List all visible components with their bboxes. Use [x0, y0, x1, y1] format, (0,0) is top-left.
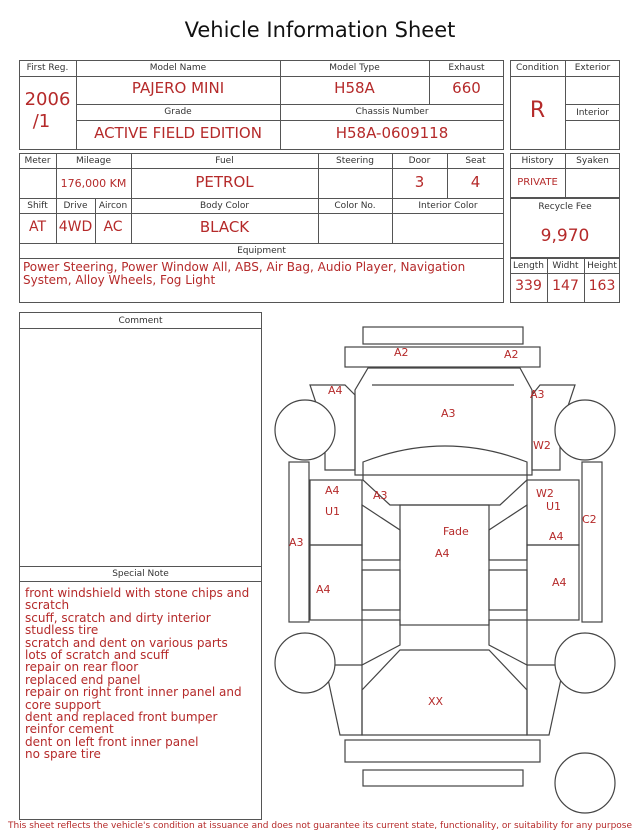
special-note-item: replaced end panel: [25, 672, 141, 687]
mark-roof: A4: [435, 547, 450, 560]
rear-right-wheel: [555, 633, 615, 693]
condition-label: Condition: [516, 63, 559, 73]
history-value: PRIVATE: [517, 177, 558, 188]
hood-outline: [355, 368, 532, 475]
disclaimer-footer: This sheet reflects the vehicle's condition at issuance and does not guarantee its current state, functionality, or suitability for any purpose: [7, 821, 633, 831]
fuel-label: Fuel: [215, 156, 234, 166]
car-damage-diagram: [262, 310, 634, 820]
door-label: Door: [408, 156, 431, 166]
mark-left-fender: A4: [328, 384, 343, 397]
first-reg-month: /1: [32, 111, 51, 132]
special-note-item: studless tire: [25, 623, 99, 638]
fuel-value: PETROL: [195, 173, 254, 191]
front-bumper-top: [363, 327, 523, 344]
mark-left-front-door: A4: [325, 484, 340, 497]
aircon-value: AC: [103, 219, 123, 235]
recycle-fee-value: 9,970: [540, 226, 590, 246]
special-note-item: lots of scratch and scuff: [25, 648, 169, 663]
mark-front-bumper-left: A2: [394, 346, 409, 359]
mark-left-rear: A4: [316, 583, 331, 596]
meter-label: Meter: [24, 156, 51, 166]
body-color-label: Body Color: [199, 201, 250, 211]
shift-value: AT: [28, 219, 47, 235]
condition-value: R: [529, 98, 546, 123]
seat-value: 4: [470, 173, 481, 191]
height-value: 163: [588, 278, 616, 294]
exhaust-label: Exhaust: [448, 63, 485, 73]
history-label: History: [521, 156, 554, 166]
interior-label: Interior: [576, 108, 609, 118]
rear-bumper-bottom: [363, 770, 523, 786]
front-right-wheel: [555, 400, 615, 460]
color-no-label: Color No.: [334, 201, 376, 211]
width-label: Widht: [552, 261, 579, 271]
model-name-value: PAJERO MINI: [131, 79, 225, 97]
model-type-label: Model Type: [329, 63, 380, 73]
right-sill: [582, 462, 602, 622]
equipment-label: Equipment: [237, 246, 286, 256]
equipment-value: Power Steering, Power Window All, ABS, Air Bag, Audio Player, Navigation System, Alloy Wheels, Fog Light: [23, 260, 466, 287]
exterior-label: Exterior: [574, 63, 611, 73]
steering-label: Steering: [336, 156, 374, 166]
front-left-wheel: [275, 400, 335, 460]
grade-value: ACTIVE FIELD EDITION: [94, 124, 262, 142]
chassis-value: H58A-0609118: [335, 124, 449, 142]
mark-right-rear: A4: [552, 576, 567, 589]
interior-color-label: Interior Color: [418, 201, 478, 211]
rear-bumper: [345, 740, 540, 762]
special-note-item: scuff, scratch and dirty interior: [25, 610, 211, 625]
special-note-item: dent on left front inner panel: [25, 734, 199, 749]
shift-label: Shift: [27, 201, 48, 211]
door-value: 3: [414, 173, 425, 191]
mileage-label: Mileage: [75, 156, 112, 166]
model-type-value: H58A: [334, 79, 375, 97]
special-note-item: scratch and dent on various parts: [25, 635, 228, 650]
mark-rear-gate: XX: [428, 695, 444, 708]
sheet-title: Vehicle Information Sheet: [184, 18, 456, 42]
special-note-list: [25, 587, 260, 761]
drive-label: Drive: [63, 201, 88, 211]
height-label: Height: [587, 261, 617, 271]
comment-label: Comment: [118, 316, 163, 326]
special-note-item: no spare tire: [25, 747, 101, 762]
seat-label: Seat: [465, 156, 486, 166]
roof-outline: [400, 505, 489, 625]
chassis-label: Chassis Number: [355, 107, 429, 117]
mark-right-front-door: A4: [549, 530, 564, 543]
grade-label: Grade: [164, 107, 192, 117]
length-value: 339: [515, 278, 542, 294]
rear-gate-outline: [362, 650, 527, 735]
special-note-item: dent and replaced front bumper reinfor cement: [25, 710, 218, 737]
spare-wheel: [555, 753, 615, 813]
special-note-item: repair on rear floor: [25, 660, 139, 675]
mark-front-bumper-right: A2: [504, 348, 519, 361]
model-name-label: Model Name: [149, 63, 207, 73]
mark-right-mirror: W2: [533, 439, 551, 452]
syaken-label: Syaken: [576, 156, 609, 166]
length-label: Length: [512, 261, 545, 271]
recycle-fee-label: Recycle Fee: [538, 202, 592, 212]
exhaust-value: 660: [452, 79, 481, 97]
first-reg-year: 2006: [24, 89, 71, 110]
mark-left-front-door-u: U1: [325, 505, 341, 518]
mark-right-sill: C2: [582, 513, 597, 526]
body-color-value: BLACK: [199, 218, 250, 236]
special-note-label: Special Note: [112, 569, 169, 579]
mark-right-front-door-w: W2: [536, 487, 554, 500]
rear-left-wheel: [275, 633, 335, 693]
mark-windshield-left: A3: [373, 489, 388, 502]
special-note-item: repair on right front inner panel and core support: [25, 685, 242, 712]
width-value: 147: [552, 278, 579, 294]
mark-right-front-door-u: U1: [546, 500, 562, 513]
drive-value: 4WD: [58, 219, 93, 235]
aircon-label: Aircon: [98, 201, 128, 211]
mark-right-fender: A3: [530, 388, 545, 401]
mileage-value: 176,000 KM: [60, 177, 127, 190]
special-note-item: front windshield with stone chips and scratch: [25, 586, 250, 613]
first-reg-label: First Reg.: [26, 63, 69, 73]
mark-hood: A3: [441, 407, 456, 420]
mark-left-sill: A3: [289, 536, 304, 549]
mark-roof-fade: Fade: [443, 525, 469, 538]
